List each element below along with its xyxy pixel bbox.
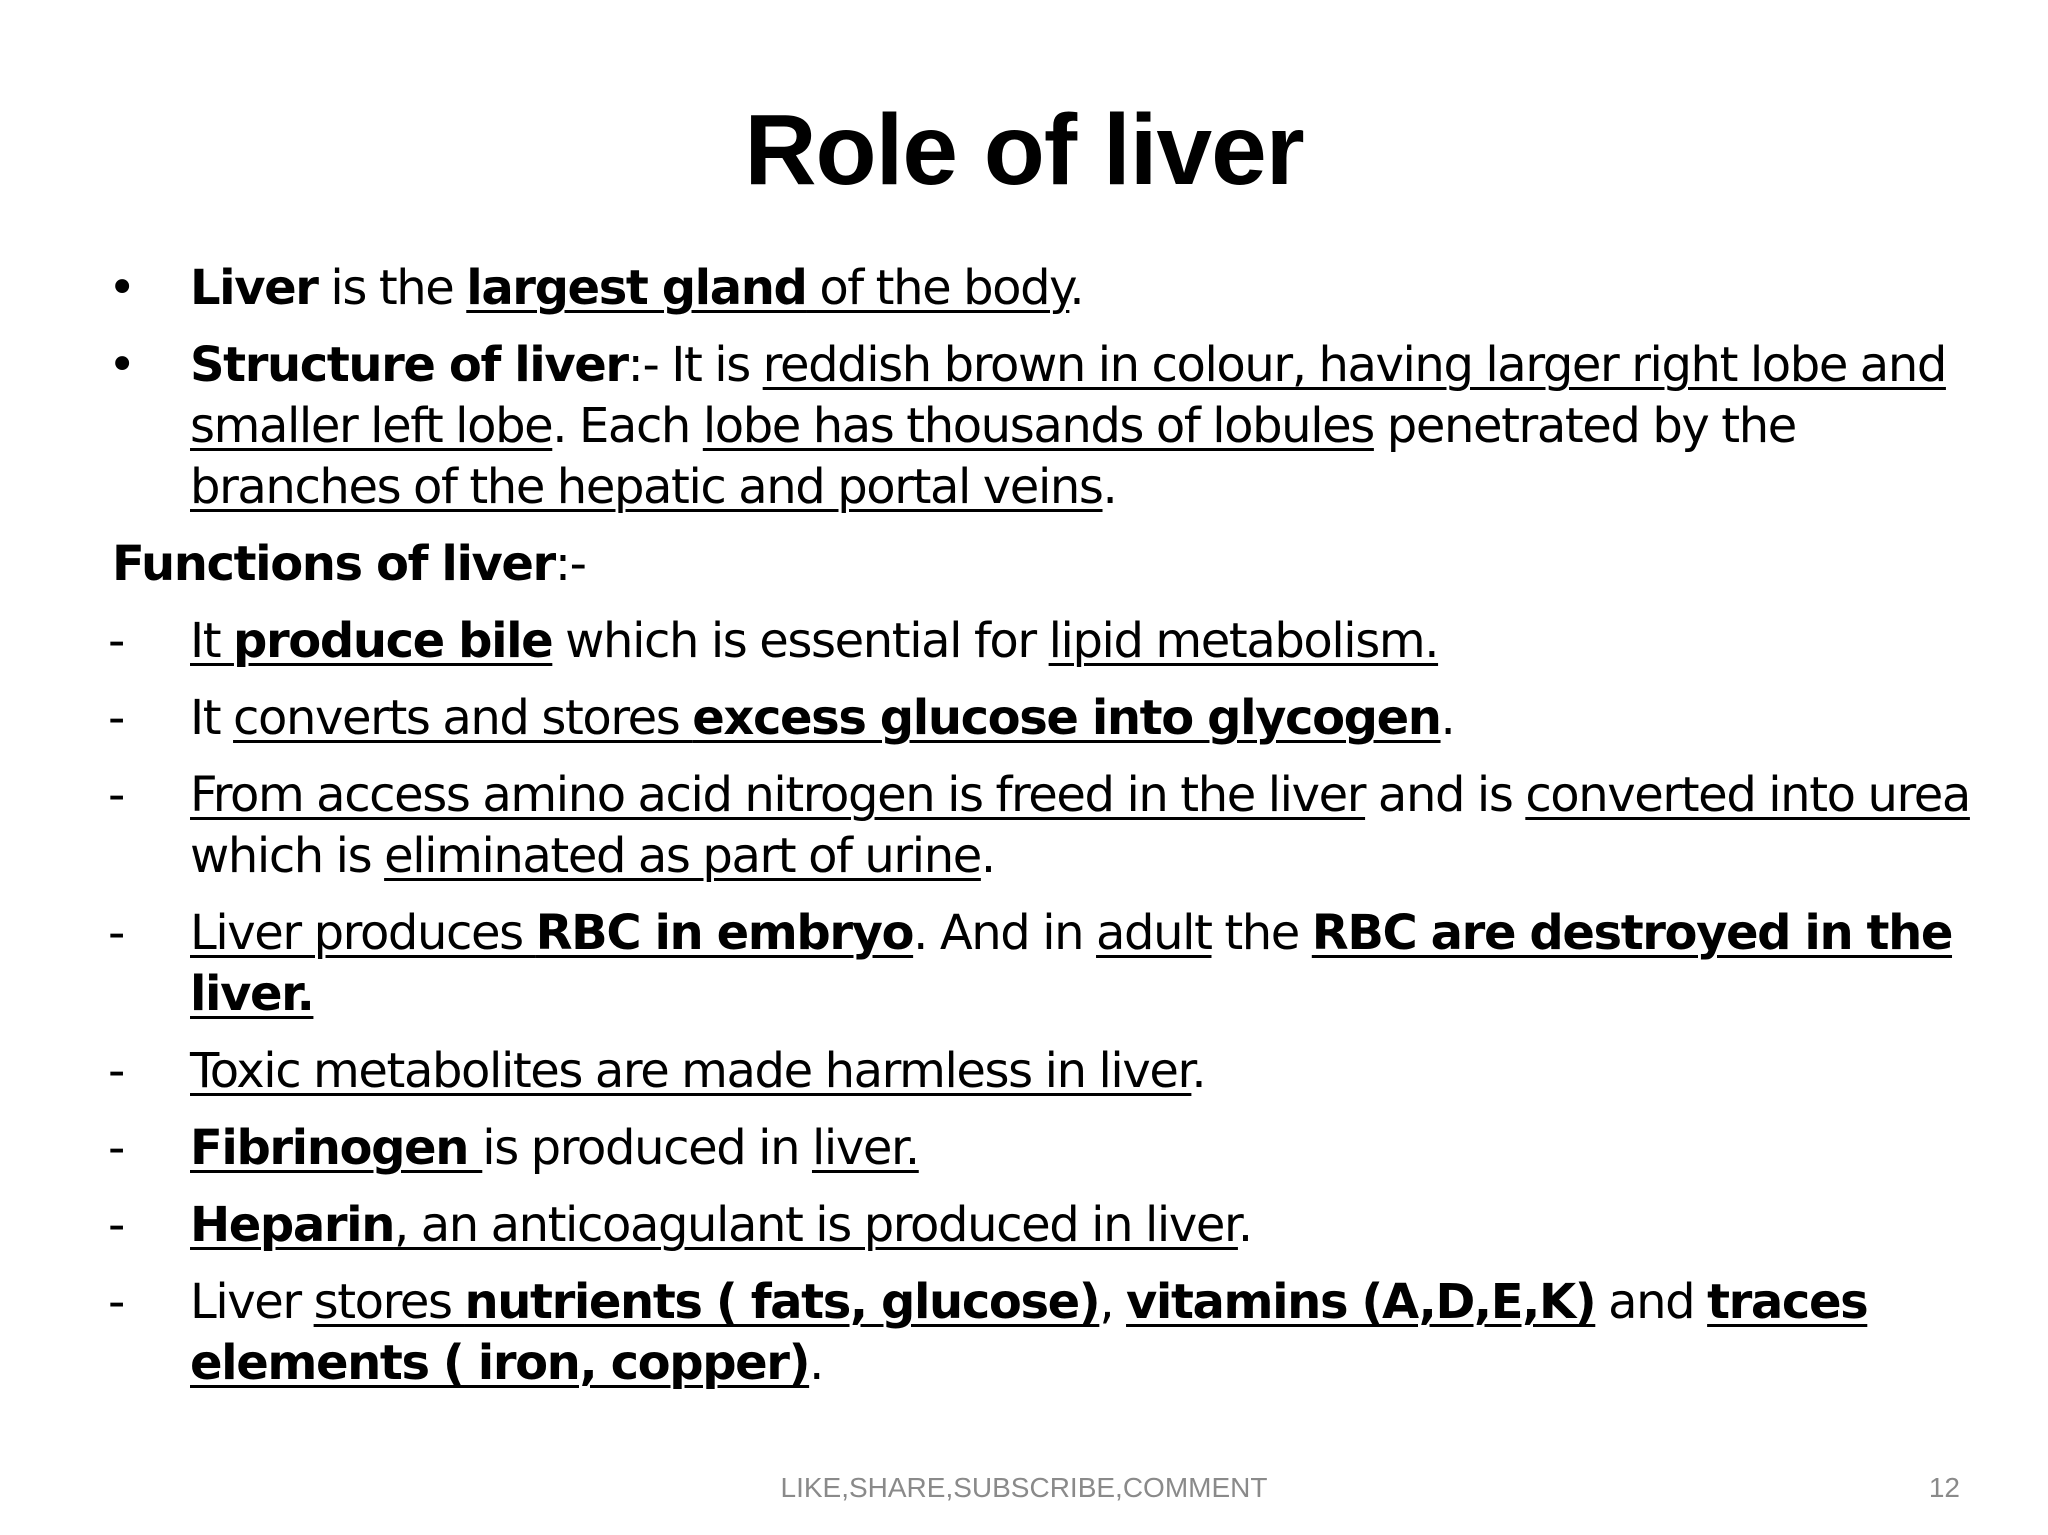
text-segment: .	[1069, 260, 1084, 316]
text-segment: RBC in embryo	[535, 905, 914, 961]
text-segment: vitamins (A,D,E,K)	[1126, 1274, 1596, 1330]
functions-heading-suffix: :-	[554, 536, 586, 592]
text-segment: . And in	[913, 905, 1097, 961]
text-segment: It	[190, 613, 234, 669]
function-item	[100, 1118, 2000, 1179]
text-segment: is the	[317, 260, 467, 316]
slide-title: Role of liver	[744, 94, 1304, 206]
function-item-marker: -	[108, 1274, 124, 1330]
text-segment: ,	[1099, 1274, 1127, 1330]
text-segment: .	[1440, 690, 1455, 746]
text-segment: Heparin	[190, 1197, 394, 1253]
text-segment: Toxic metabolites are made harmless in liver	[190, 1043, 1192, 1099]
function-item	[100, 1195, 2000, 1256]
intro-bullets	[100, 258, 2000, 518]
text-segment: lipid metabolism.	[1048, 613, 1439, 669]
text-segment: which is essential for	[552, 613, 1049, 669]
text-segment: nutrients ( fats, glucose)	[464, 1274, 1100, 1330]
text-segment: Liver produces	[190, 905, 536, 961]
text-segment: Liver	[190, 260, 318, 316]
bullet-item	[100, 335, 2000, 518]
bullet-item-text	[190, 260, 1083, 316]
function-item-marker: -	[108, 1120, 124, 1176]
text-segment: largest gland	[466, 260, 807, 316]
text-segment: Fibrinogen	[190, 1120, 483, 1176]
function-item	[100, 611, 2000, 672]
function-item	[100, 765, 2000, 887]
function-item-marker: -	[108, 767, 124, 823]
text-segment: adult	[1096, 905, 1212, 961]
function-item	[100, 1041, 2000, 1102]
text-segment: liver.	[811, 1120, 919, 1176]
function-item-text	[190, 1043, 1205, 1099]
text-segment: .	[1191, 1043, 1206, 1099]
text-segment: the	[1211, 905, 1312, 961]
functions-list	[100, 611, 2000, 1394]
functions-heading	[100, 534, 2000, 595]
function-item-text	[190, 1274, 1867, 1391]
function-item-marker: -	[108, 690, 124, 746]
function-item-text	[190, 613, 1438, 669]
text-segment: traces elements ( iron, copper)	[190, 1274, 1868, 1391]
text-segment: .	[980, 828, 995, 884]
text-segment: which is	[190, 828, 385, 884]
text-segment: .	[809, 1335, 823, 1391]
bullet-item	[100, 258, 2000, 319]
function-item	[100, 1272, 2000, 1394]
text-segment: penetrated by the	[1373, 398, 1796, 454]
function-item	[100, 903, 2000, 1025]
function-item-marker: -	[108, 613, 124, 669]
function-item-marker: -	[108, 1197, 124, 1253]
text-segment: From access amino acid nitrogen is freed in the liver	[190, 767, 1366, 823]
text-segment: lobe has thousands of lobules	[702, 398, 1374, 454]
function-item	[100, 688, 2000, 749]
text-segment: . Each	[552, 398, 703, 454]
text-segment: excess glucose into glycogen	[692, 690, 1441, 746]
slide-content	[100, 258, 2000, 1410]
text-segment: eliminated as part of urine	[384, 828, 981, 884]
text-segment: .	[1237, 1197, 1252, 1253]
function-item-text	[190, 905, 1952, 1022]
text-segment: converted into urea	[1525, 767, 1970, 823]
text-segment: converts and stores	[233, 690, 693, 746]
function-item-text	[190, 690, 1454, 746]
text-segment: Liver	[190, 1274, 314, 1330]
function-item-text	[190, 1197, 1252, 1253]
function-item-marker: -	[108, 905, 124, 961]
footer-text: LIKE,SHARE,SUBSCRIBE,COMMENT	[780, 1472, 1268, 1503]
text-segment: and is	[1365, 767, 1526, 823]
function-item-marker: -	[108, 1043, 124, 1099]
text-segment: branches of the hepatic and portal veins	[190, 459, 1103, 515]
text-segment: of the body	[806, 260, 1070, 316]
function-item-text	[190, 767, 1970, 884]
bullet-item-marker: •	[108, 337, 135, 393]
function-item-text	[190, 1120, 919, 1176]
text-segment: :- It is	[627, 337, 763, 393]
text-segment: , an anticoagulant is produced in liver	[393, 1197, 1238, 1253]
page-number: 12	[1928, 1472, 1960, 1503]
text-segment: produce bile	[233, 613, 553, 669]
text-segment: reddish brown in colour, having larger right lobe and smaller left lobe	[190, 337, 1946, 454]
text-segment: It	[190, 690, 234, 746]
text-segment: and	[1595, 1274, 1708, 1330]
text-segment: is produced in	[482, 1120, 812, 1176]
text-segment: RBC are destroyed in the liver.	[190, 905, 1953, 1022]
bullet-item-text	[190, 337, 1946, 515]
text-segment: stores	[313, 1274, 465, 1330]
functions-heading-label: Functions of liver	[112, 536, 555, 592]
text-segment: Structure of liver	[190, 337, 628, 393]
text-segment: .	[1102, 459, 1117, 515]
bullet-item-marker: •	[108, 260, 135, 316]
